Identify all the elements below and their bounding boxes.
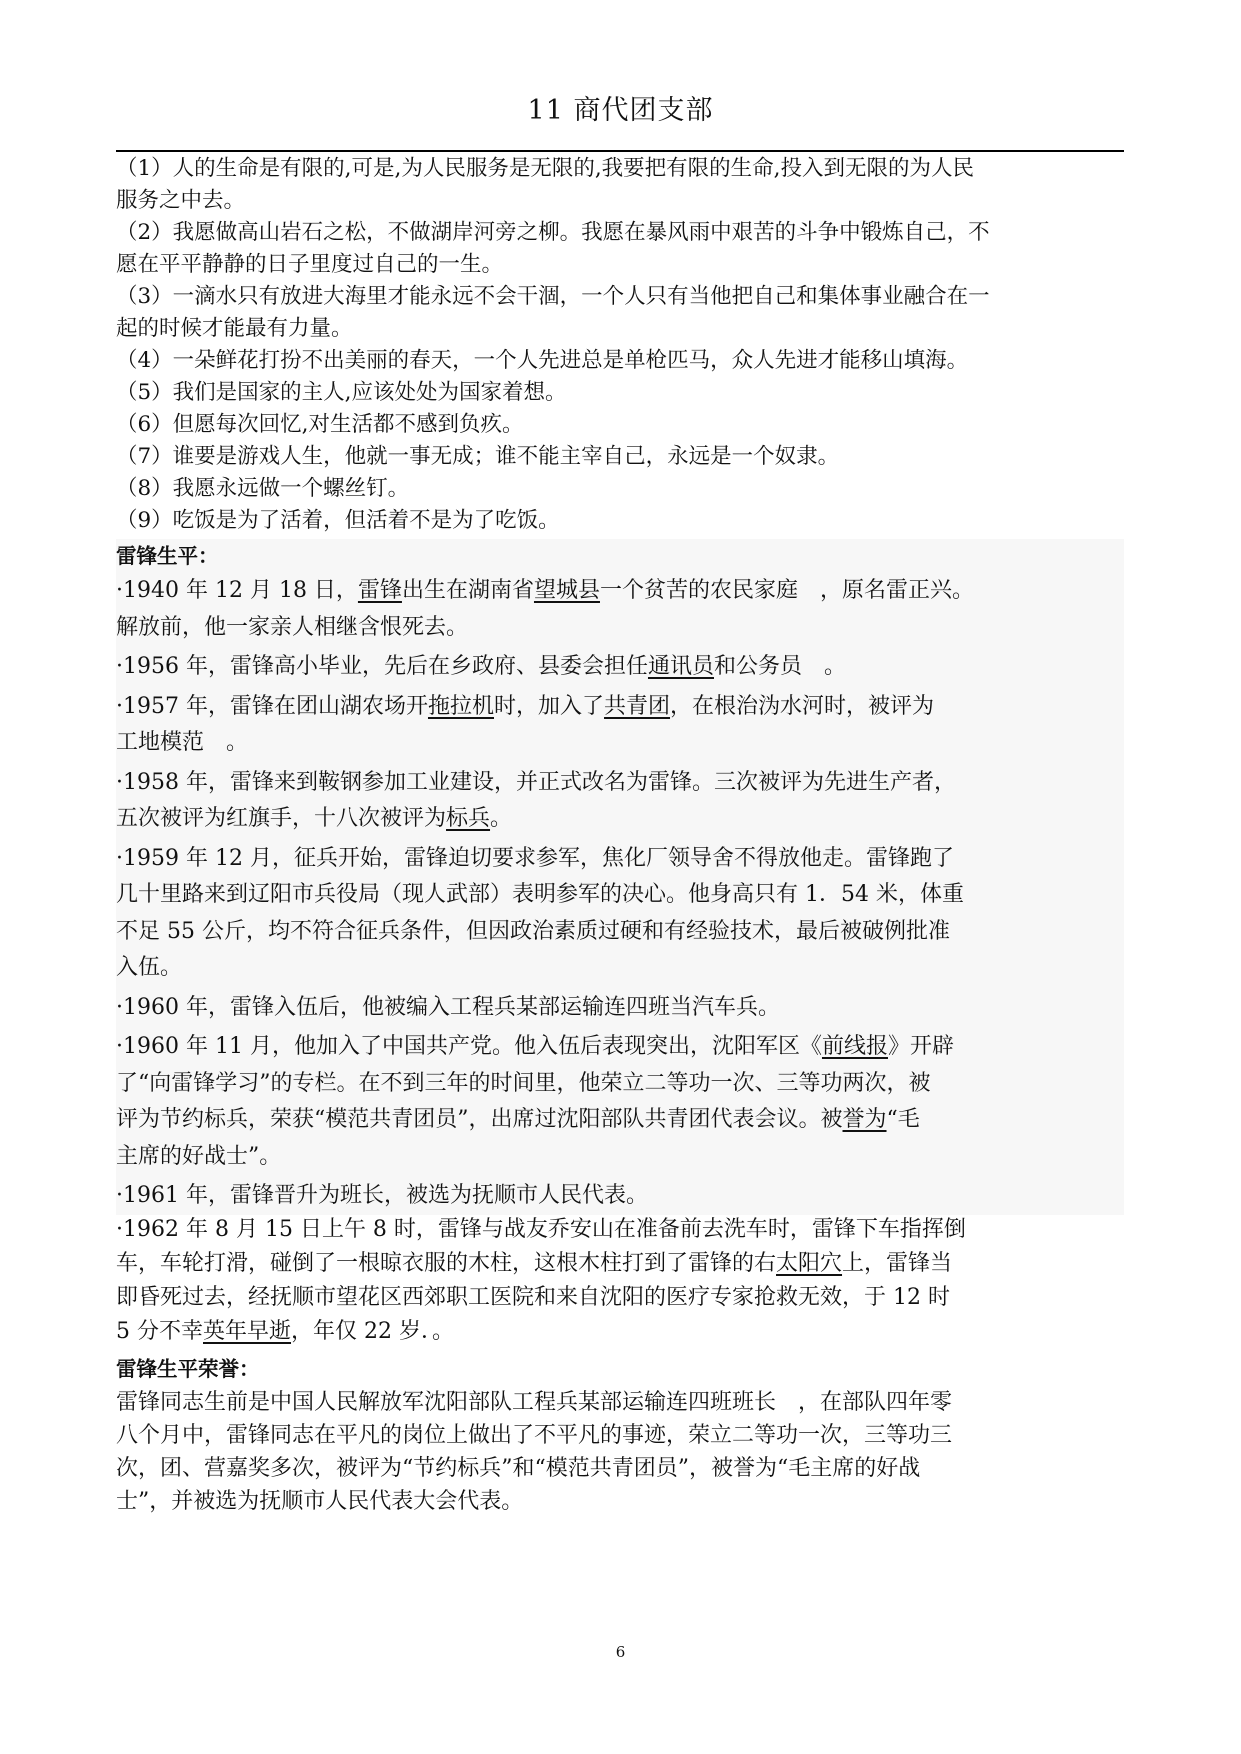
- text: 雷锋同志生前是中国人民解放军沈阳部队工程兵某部运输连四班班长 ，在部队四年零: [116, 1389, 953, 1415]
- link-communist-youth-league[interactable]: 共青团: [604, 693, 671, 719]
- biography-heading: 雷锋生平：: [116, 544, 219, 568]
- document-body: [116, 153, 1124, 1518]
- text: 工地模范 。: [116, 730, 249, 755]
- text: 上，雷锋当: [842, 1250, 953, 1276]
- text: 》开辟: [887, 1034, 954, 1059]
- bio-paragraph-1961: [116, 1178, 1124, 1215]
- quote-line: （3）一滴水只有放进大海里才能永远不会干涸，一个人只有当他把自己和集体事业融合在一: [116, 284, 990, 309]
- bio-paragraph-1960-11: [116, 1029, 1124, 1175]
- page-header-title: 11 商代团支部: [527, 95, 714, 126]
- quote-line: （8）我愿永远做一个螺丝钉。: [116, 476, 410, 501]
- text: 即昏死过去，经抚顺市望花区西郊职工医院和来自沈阳的医疗专家抢救无效，于 12 时: [116, 1284, 950, 1310]
- text: ·1960 年 11 月，他加入了中国共产党。他入伍后表现突出，沈阳军区《: [116, 1034, 822, 1059]
- biography-section: [116, 539, 1124, 1215]
- link-praised-as[interactable]: 誉为: [842, 1107, 887, 1132]
- quote-item: [116, 473, 1124, 505]
- quote-line: 起的时候才能最有力量。: [116, 316, 353, 341]
- text: 五次被评为红旗手，十八次被评为: [116, 806, 447, 831]
- text: 解放前，他一家亲人相继含恨死去。: [116, 614, 469, 640]
- bio-paragraph-1958: [116, 765, 1124, 838]
- quote-line: 愿在平平静静的日子里度过自己的一生。: [116, 252, 504, 277]
- page-number: 6: [615, 1643, 626, 1661]
- text: ·1958 年，雷锋来到鞍钢参加工业建设，并正式改名为雷锋。三次被评为先进生产者，: [116, 769, 956, 795]
- text: 车，车轮打滑，碰倒了一根晾衣服的木柱，这根木柱打到了雷锋的右: [116, 1250, 777, 1276]
- quote-line: （9）吃饭是为了活着，但活着不是为了吃饭。: [116, 508, 560, 533]
- text: 士”，并被选为抚顺市人民代表大会代表。: [116, 1488, 524, 1514]
- quote-item: [116, 153, 1124, 217]
- text: 时，加入了: [494, 693, 605, 719]
- text: 评为节约标兵，荣获“模范共青团员”，出席过沈阳部队共青团代表会议。被: [116, 1107, 843, 1132]
- quote-item: [116, 281, 1124, 345]
- text: ，在根治沩水河时，被评为: [670, 693, 935, 719]
- text: ·1940 年 12 月 18 日，: [116, 578, 358, 603]
- text: ·1959 年 12 月，征兵开始，雷锋迫切要求参军，焦化厂领导舍不得放他走。雷锋跑了: [116, 845, 954, 871]
- quote-item: [116, 345, 1124, 377]
- text: 了“向雷锋学习”的专栏。在不到三年的时间里，他荣立二等功一次、三等功两次，被: [116, 1070, 931, 1096]
- text: ，年仅 22 岁．。: [291, 1318, 454, 1344]
- quote-item: [116, 377, 1124, 409]
- text: “毛: [886, 1107, 920, 1132]
- text: ·1960 年，雷锋入伍后，他被编入工程兵某部运输连四班当汽车兵。: [116, 994, 780, 1020]
- quote-line: 服务之中去。: [116, 188, 246, 213]
- honors-heading: 雷锋生平荣誉：: [116, 1356, 260, 1381]
- quote-line: （5）我们是国家的主人,应该处处为国家着想。: [116, 380, 567, 405]
- bio-paragraph-1940: [116, 573, 1124, 646]
- text: 不足 55 公斤，均不符合征兵条件，但因政治素质过硬和有经验技术，最后被破例批准: [116, 918, 950, 944]
- quote-item: [116, 505, 1124, 537]
- text: 八个月中，雷锋同志在平凡的岗位上做出了不平凡的事迹，荣立二等功一次，三等功三: [116, 1422, 953, 1448]
- link-temple[interactable]: 太阳穴: [776, 1250, 843, 1276]
- quote-item: [116, 441, 1124, 473]
- link-model-worker[interactable]: 标兵: [446, 806, 491, 831]
- text: ·1957 年，雷锋在团山湖农场开: [116, 693, 428, 719]
- text: 。: [490, 806, 513, 831]
- bio-paragraph-1957: [116, 689, 1124, 762]
- quote-item: [116, 217, 1124, 281]
- link-tractor[interactable]: 拖拉机: [427, 693, 494, 719]
- quotes-list: [116, 153, 1124, 537]
- text: 次，团、营嘉奖多次，被评为“节约标兵”和“模范共青团员”，被誉为“毛主席的好战: [116, 1455, 921, 1481]
- text: 出生在湖南省: [401, 578, 534, 603]
- text: ·1961 年，雷锋晋升为班长，被选为抚顺市人民代表。: [116, 1183, 648, 1208]
- text: 入伍。: [116, 955, 183, 980]
- text: 主席的好战士”。: [116, 1143, 282, 1169]
- link-wangcheng-county[interactable]: 望城县: [533, 578, 600, 603]
- text: 和公务员 。: [714, 654, 847, 679]
- link-messenger[interactable]: 通讯员: [647, 654, 714, 679]
- text: 5 分不幸: [116, 1318, 203, 1344]
- quote-line: （7）谁要是游戏人生，他就一事无成；谁不能主宰自己，永远是一个奴隶。: [116, 444, 840, 469]
- quote-line: （6）但愿每次回忆,对生活都不感到负疚。: [116, 412, 524, 437]
- text: 一个贫苦的农民家庭 ，原名雷正兴。: [599, 578, 974, 603]
- text: ·1962 年 8 月 15 日上午 8 时，雷锋与战友乔安山在准备前去洗车时，雷锋下车指挥倒: [116, 1216, 966, 1242]
- quote-item: [116, 409, 1124, 441]
- quote-line: （1）人的生命是有限的,可是,为人民服务是无限的,我要把有限的生命,投入到无限的为人民: [116, 156, 975, 181]
- quote-line: （2）我愿做高山岩石之松，不做湖岸河旁之柳。我愿在暴风雨中艰苦的斗争中锻炼自己，不: [116, 220, 990, 245]
- quote-line: （4）一朵鲜花打扮不出美丽的春天，一个人先进总是单枪匹马，众人先进才能移山填海。: [116, 348, 969, 373]
- link-leifeng[interactable]: 雷锋: [357, 578, 402, 603]
- bio-paragraph-1960: [116, 990, 1124, 1027]
- honors-paragraph: [116, 1386, 1124, 1518]
- text: ·1956 年，雷锋高小毕业，先后在乡政府、县委会担任: [116, 654, 648, 679]
- bio-paragraph-1962: [116, 1213, 1124, 1349]
- link-frontline-newspaper[interactable]: 前线报: [821, 1034, 888, 1059]
- text: 几十里路来到辽阳市兵役局（现人武部）表明参军的决心。他身高只有 1．54 米，体重: [116, 882, 964, 907]
- bio-paragraph-1959: [116, 841, 1124, 987]
- bio-paragraph-1956: [116, 649, 1124, 686]
- header-divider: [116, 150, 1124, 152]
- link-died-young[interactable]: 英年早逝: [203, 1318, 292, 1344]
